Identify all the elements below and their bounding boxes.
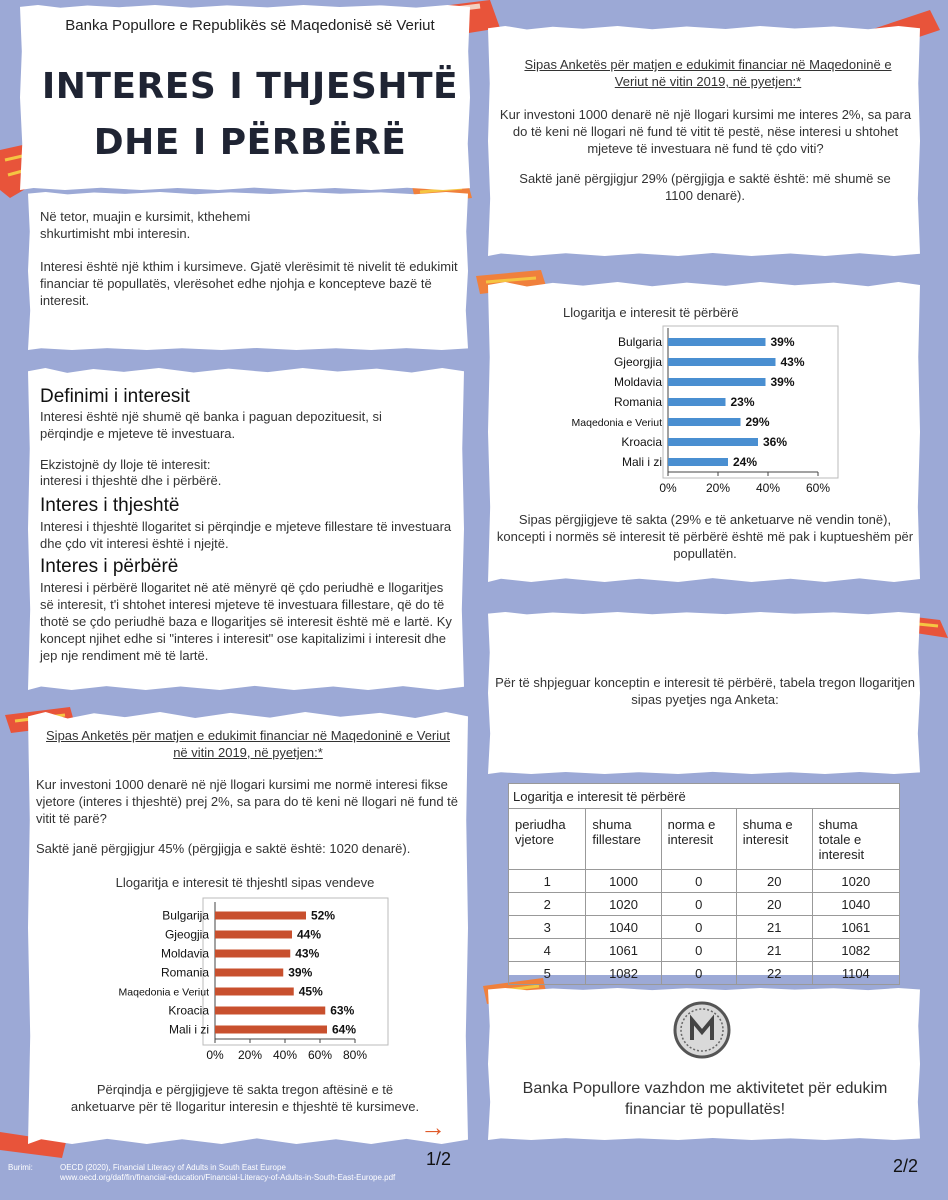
bar: [215, 988, 294, 996]
x-tick-label: 60%: [805, 481, 831, 495]
compound-table-panel: [508, 783, 900, 981]
table-row: [509, 916, 900, 939]
data-label: 23%: [730, 395, 755, 409]
source-citation: OECD (2020), Financial Literacy of Adults in South East Europe: [60, 1163, 286, 1172]
table-header-cell: shuma e interesit: [736, 809, 812, 870]
data-label: 45%: [298, 984, 323, 999]
table-row: [509, 893, 900, 916]
simple-interest-bar-chart: [100, 896, 400, 1071]
table-header-cell: shuma totale e interesit: [812, 809, 899, 870]
data-label: 63%: [330, 1003, 355, 1018]
interest-types-intro: Ekzistojnë dy lloje të interesit:: [40, 457, 211, 472]
bar: [215, 1026, 327, 1034]
data-label: 39%: [288, 965, 313, 980]
category-label: Gjeogjia: [164, 927, 209, 942]
table-cell: 1061: [812, 916, 899, 939]
table-cell: 20: [736, 893, 812, 916]
table-cell: 1000: [586, 870, 661, 893]
compound-interest-bar-chart: [545, 324, 845, 502]
data-label: 24%: [733, 455, 758, 469]
data-label: 36%: [763, 435, 788, 449]
table-cell: 1020: [812, 870, 899, 893]
compound-chart-title: Llogaritja e interesit të përbërë: [563, 305, 739, 320]
closing-message: Banka Popullore vazhdon me aktivitetet për edukim financiar të popullatës!: [522, 1080, 888, 1118]
x-tick-label: 0%: [659, 481, 677, 495]
data-label: 64%: [332, 1022, 357, 1037]
table-cell: 5: [509, 962, 586, 985]
x-tick-label: 0%: [206, 1048, 224, 1062]
table-cell: 4: [509, 939, 586, 962]
table-intro: Për të shpjeguar konceptin e interesit të përbërë, tabela tregon llogaritjen sipas pyetjes nga Anketa:: [495, 675, 915, 707]
table-cell: 1082: [812, 939, 899, 962]
survey-heading-compound: Sipas Anketës për matjen e edukimit financiar në Maqedoninë e Veriut në vitin 2019, në pyetjen:*: [524, 57, 892, 89]
bar: [668, 338, 766, 346]
page-title-line1: INTERES I THJESHTË: [41, 66, 459, 107]
x-tick-label: 40%: [755, 481, 781, 495]
bar: [215, 912, 306, 920]
bar: [215, 950, 290, 958]
data-label: 39%: [770, 375, 795, 389]
category-label: Maqedonia e Veriut: [118, 986, 209, 999]
category-label: Maqedonia e Veriut: [571, 417, 662, 429]
category-label: Bulgaria: [617, 335, 662, 349]
table-cell: 1040: [586, 916, 661, 939]
page-title-line2: DHE I PËRBËRË: [93, 122, 407, 163]
table-cell: 21: [736, 939, 812, 962]
table-cell: 1082: [586, 962, 661, 985]
compound-interest-heading: Interes i përbërë: [40, 556, 179, 577]
category-label: Kroacia: [621, 435, 662, 449]
x-tick-label: 80%: [342, 1048, 368, 1062]
org-title: Banka Popullore e Republikës së Maqedonisë së Veriut: [65, 17, 435, 34]
table-row: [509, 939, 900, 962]
category-label: Bulgarija: [162, 908, 209, 923]
x-tick-label: 60%: [307, 1048, 333, 1062]
bar: [215, 1007, 325, 1015]
table-cell: 0: [661, 939, 736, 962]
table-header-cell: norma e interesit: [661, 809, 736, 870]
data-label: 39%: [770, 335, 795, 349]
compound-interest-paragraph: Interesi i përbërë llogaritet në atë mënyrë që çdo periudhë e llogaritjes së interesit, t'i shtohet interesi mjeteve të investuara fillestare, që do të thotë se çdo periudhë baza e llogaritjes së interesit është më e lartë. Ky koncept njihet edhe si "interes i interesit" ose kapitalizimi i interesit dhe jep nje rendiment më të lartë.: [40, 580, 452, 663]
data-label: 52%: [311, 908, 336, 923]
bar: [668, 378, 766, 386]
bar: [668, 398, 726, 406]
definition-paragraph: Interesi është një shumë që banka i paguan depozituesit, si përqindje e mjeteve të investuara.: [40, 409, 382, 441]
table-cell: 1: [509, 870, 586, 893]
table-row: [509, 962, 900, 985]
table-cell: 20: [736, 870, 812, 893]
intro-paragraph-1: Në tetor, muajin e kursimit, kthehemi shkurtimisht mbi interesin.: [40, 209, 251, 241]
bar: [668, 458, 728, 466]
x-tick-label: 20%: [705, 481, 731, 495]
category-label: Kroacia: [168, 1003, 209, 1018]
table-cell: 0: [661, 962, 736, 985]
table-cell: 2: [509, 893, 586, 916]
survey-heading-simple: Sipas Anketës për matjen e edukimit financiar në Maqedoninë e Veriut në vitin 2019, në pyetjen:*: [46, 728, 450, 760]
category-label: Gjeorgjia: [613, 355, 662, 369]
bank-seal-logo: [672, 1000, 732, 1060]
simple-chart-note: Përqindja e përgjigjeve të sakta tregon aftësinë e të anketuarve për të llogaritur interesin e thjeshtë të kursimeve.: [70, 1082, 420, 1114]
table-cell: 1040: [812, 893, 899, 916]
survey-question-simple: Kur investoni 1000 denarë në një llogari kursimi me normë interesi fikse vjetore (interes i thjeshtë) prej 2%, sa para do të keni në llogari në fund të vitit të parë?: [36, 777, 459, 826]
page-number-1: 1/2: [426, 1149, 452, 1169]
definition-heading: Definimi i interesit: [40, 386, 190, 407]
intro-paragraph-2: Interesi është një kthim i kursimeve. Gjatë vlerësimit të nivelit të edukimit financiar të popullatës, vlerësohet edhe njohja e koncepteve bazë të interesit.: [40, 259, 458, 308]
source-label: Burimi:: [8, 1163, 33, 1172]
survey-answer-simple: Saktë janë përgjigjur 45% (përgjigja e saktë është: 1020 denarë).: [36, 841, 411, 856]
survey-answer-compound: Saktë janë përgjigjur 29% (përgjigja e saktë është: më shumë se 1100 denarë).: [519, 171, 891, 203]
table-cell: 0: [661, 870, 736, 893]
table-cell: 0: [661, 893, 736, 916]
table-cell: 22: [736, 962, 812, 985]
category-label: Moldavia: [160, 946, 209, 961]
bar: [668, 418, 741, 426]
compound-chart-note: Sipas përgjigjeve të sakta (29% e të anketuarve në vendin tonë), koncepti i normës së interesit të përbërë është më pak i kuptueshëm për popullatën.: [496, 512, 914, 561]
table-cell: 1104: [812, 962, 899, 985]
category-label: Romania: [613, 395, 662, 409]
simple-interest-paragraph: Interesi i thjeshtë llogaritet si përqindje e mjeteve fillestare të investuara dhe çdo vit interesi është i njejtë.: [40, 519, 452, 551]
table-header-cell: periudha vjetore: [509, 809, 586, 870]
compound-interest-table: [508, 808, 900, 985]
bar: [215, 969, 283, 977]
category-label: Romania: [160, 965, 209, 980]
category-label: Mali i zi: [168, 1022, 209, 1037]
next-page-arrow-icon[interactable]: →: [420, 1112, 446, 1142]
source-url[interactable]: www.oecd.org/daf/fin/financial-education/Financial-Literacy-of-Adults-in-South-East-Europe.pdf: [60, 1173, 396, 1182]
table-cell: 1020: [586, 893, 661, 916]
simple-interest-heading: Interes i thjeshtë: [40, 495, 180, 516]
table-title: Logaritja e interesit të përbërë: [508, 783, 900, 808]
table-header-cell: shuma fillestare: [586, 809, 661, 870]
interest-types-list: interesi i thjeshtë dhe i përbërë.: [40, 473, 222, 488]
survey-question-compound: Kur investoni 1000 denarë në një llogari kursimi me interes 2%, sa para do të keni në llogari në fund të vitit të pestë, nëse interesi u shtohet mjeteve të investuara në fund të çdo viti?: [499, 107, 912, 156]
table-row: [509, 870, 900, 893]
page-number-2: 2/2: [893, 1156, 919, 1176]
x-tick-label: 20%: [237, 1048, 263, 1062]
category-label: Moldavia: [613, 375, 662, 389]
bar: [668, 438, 758, 446]
table-cell: 21: [736, 916, 812, 939]
data-label: 44%: [297, 927, 322, 942]
data-label: 29%: [745, 415, 770, 429]
table-cell: 3: [509, 916, 586, 939]
x-tick-label: 40%: [272, 1048, 298, 1062]
bar: [668, 358, 776, 366]
data-label: 43%: [295, 946, 320, 961]
bar: [215, 931, 292, 939]
simple-chart-title: Llogaritja e interesit të thjeshtl sipas vendeve: [115, 875, 375, 890]
table-cell: 1061: [586, 939, 661, 962]
table-cell: 0: [661, 916, 736, 939]
data-label: 43%: [780, 355, 805, 369]
category-label: Mali i zi: [621, 455, 662, 469]
